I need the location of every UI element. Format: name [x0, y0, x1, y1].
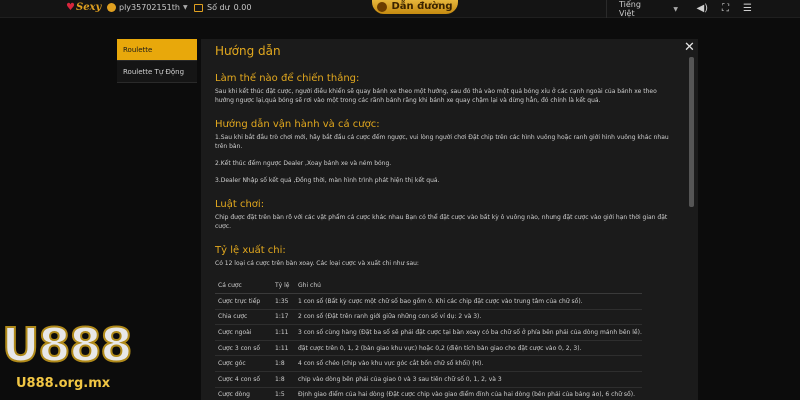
guide-button[interactable]: [372, 0, 458, 14]
payout-table: [215, 278, 642, 400]
user-icon: [107, 3, 116, 12]
guide-label: Dẫn đường: [391, 1, 453, 12]
section-text-rules: Chip được đặt trên bàn rõ với các vật phẩm cá cược khác nhau Bạn có thể đặt cược vào bất kỳ ô vuông nào, nhưng đặt cược vào giới hạn thời gian đặt cược.: [215, 214, 668, 230]
section-heading-operate: Hướng dẫn vận hành và cá cược:: [215, 119, 380, 130]
brand-logo[interactable]: [66, 2, 101, 13]
section-heading-payout: Tỷ lệ xuất chi:: [215, 245, 286, 256]
section-heading-rules: Luật chơi:: [215, 199, 265, 210]
operate-line: 3.Dealer Nhập số kết quả ,Đồng thời, màn hình trình phát hiện thị kết quả.: [215, 177, 440, 184]
language-selector[interactable]: [606, 0, 678, 18]
table-row: [215, 356, 642, 372]
wallet-icon: [194, 4, 203, 12]
operate-line: 1.Sau khi bắt đầu trò chơi mới, hãy bắt đầu cá cược đếm ngược, vui lòng người chơi Đặt chip trên các hình vuông hoặc ranh giới hình vuông khác nhau trên bàn.: [215, 134, 669, 150]
table-cell: Định giao điểm của hai dòng (Đặt cược chip vào giao điểm đỉnh của hai dòng (bên phải của bảng ảo), 6 chữ số).: [295, 387, 642, 400]
table-header-row: [215, 278, 642, 294]
watermark-brand: U888: [2, 318, 132, 372]
table-cell: đặt cược trên 0, 1, 2 (bàn giao khu vực) hoặc 0,2 (điện tích bàn giao cho đặt cược vào 0, 2, 3).: [295, 340, 642, 356]
user-menu[interactable]: [107, 3, 188, 12]
language-label: Tiếng Việt: [619, 0, 641, 18]
chevron-down-icon: ▼: [673, 5, 678, 13]
chevron-down-icon: ▼: [182, 4, 188, 11]
table-cell: 1:8: [272, 356, 295, 372]
balance-value: 0.00: [233, 3, 252, 12]
table-cell: 2 con số (Đặt trên ranh giới giữa những con số ví dụ: 2 và 3).: [295, 309, 642, 325]
balance-label: Số dư: [207, 3, 230, 12]
table-cell: Cược dòng: [215, 387, 272, 400]
table-cell: 1:5: [272, 387, 295, 400]
sound-icon[interactable]: ◀): [696, 3, 709, 14]
table-row: [215, 325, 642, 341]
table-cell: Cược ngoài: [215, 325, 272, 341]
table-cell: Cược góc: [215, 356, 272, 372]
table-cell: 1:11: [272, 340, 295, 356]
fullscreen-icon[interactable]: ⛶: [722, 3, 730, 14]
table-cell: 4 con số chéo (chip vào khu vực góc cắt bốn chữ số khối) (H).: [295, 356, 642, 372]
table-cell: Cược 3 con số: [215, 340, 272, 356]
watermark-logo: [0, 318, 140, 400]
brand-logo-text: Sexy: [75, 2, 102, 13]
scrollbar[interactable]: [689, 57, 694, 207]
table-row: [215, 387, 642, 400]
table-row: [215, 309, 642, 325]
balance: [194, 3, 251, 12]
guide-content: [215, 73, 675, 400]
table-header: Tỷ lệ: [272, 278, 295, 294]
section-text-win: Sau khi kết thúc đặt cược, người điều khiển sẽ quay bánh xe theo một hướng, sau đó thả vào một quả bóng xíu ở các cạnh ngoài của bánh xe theo hướng ngược lại,quả bóng sẽ rơi vào một trong các rãnh bánh răng khi bánh xe quay chậm lại và dừng hẳn, đó chính là kết quả.: [215, 88, 657, 104]
table-cell: chip vào dòng bên phải của giao 0 và 3 sau tiên chữ số 0, 1, 2, và 3: [295, 372, 642, 388]
sidebar-item-label: Roulette Tự Động: [123, 67, 185, 76]
table-cell: 1:11: [272, 325, 295, 341]
table-cell: Cược 4 con số: [215, 372, 272, 388]
sidebar-item-roulette[interactable]: [117, 39, 197, 61]
section-heading-win: Làm thế nào để chiến thắng:: [215, 73, 360, 84]
table-cell: 3 con số cùng hàng (Đặt ba số sẽ phải đặt cược tại bàn xoay có ba chữ số ở phía bên phải của dòng mảnh bên lề).: [295, 325, 642, 341]
heart-icon: ♥: [66, 2, 75, 13]
table-header: Ghi chú: [295, 278, 642, 294]
top-icons: [696, 3, 752, 14]
table-cell: 1 con số (Bất kỳ cược một chữ số bao gồm 0. Khi các chip đặt cược vào trung tâm của chữ số).: [295, 294, 642, 310]
table-cell: Chia cược: [215, 309, 272, 325]
table-cell: Cược trực tiếp: [215, 294, 272, 310]
guide-panel: [201, 39, 698, 400]
username: ply35702151th: [119, 3, 180, 12]
table-row: [215, 294, 642, 310]
table-cell: 1:17: [272, 309, 295, 325]
table-cell: 1:35: [272, 294, 295, 310]
sidebar-item-label: Roulette: [123, 45, 153, 54]
section-text-payout: Có 12 loại cá cược trên bàn xoay. Các loại cược và xuất chi như sau:: [215, 260, 419, 267]
guide-sidebar: [117, 39, 197, 83]
guide-icon: [377, 2, 387, 12]
close-icon[interactable]: ✕: [684, 40, 695, 55]
menu-icon[interactable]: ☰: [743, 3, 752, 14]
sidebar-item-auto-roulette[interactable]: [117, 61, 197, 83]
table-header: Cá cược: [215, 278, 272, 294]
table-row: [215, 372, 642, 388]
table-row: [215, 340, 642, 356]
operate-line: 2.Kết thúc đếm ngược Dealer ,Xoay bánh xe và ném bóng.: [215, 160, 392, 167]
table-cell: 1:8: [272, 372, 295, 388]
panel-title: Hướng dẫn: [215, 44, 281, 58]
top-bar: [0, 0, 800, 18]
watermark-url: U888.org.mx: [16, 376, 111, 391]
